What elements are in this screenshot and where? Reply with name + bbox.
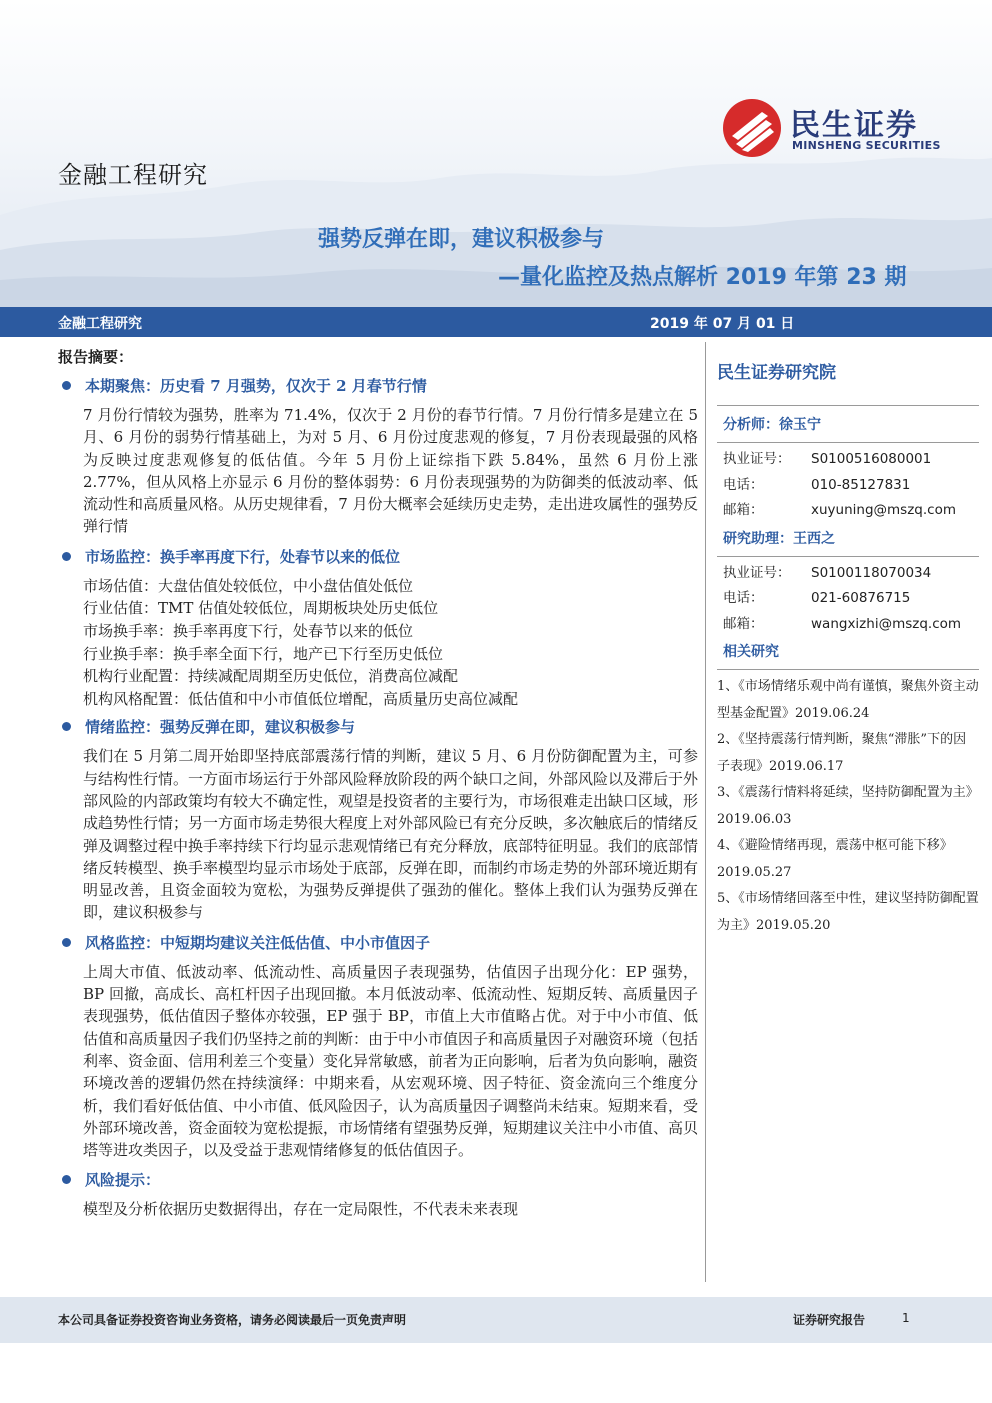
section-paragraph-style: 上周大市值、低波动率、低流动性、高质量因子表现强势，估值因子出现分化：EP 强势，BP 回撤，高成长、高杠杆因子出现回撤。本月低波动率、低流动性、短期反转、高质量因子表现强势，低估值因子整体亦较强，EP 强于 BP，市值上大市值略占优。对于中小市值、低估值和高质量因子我们仍坚持之前的判断：由于中小市值因子和高质量因子对融资环境（包括利率、资金面、信用利差三个变量）变化异常敏感，前者为正向影响，后者为负向影响，融资环境改善的逻辑仍然在持续演绎：中期来看，从宏观环境、因子特征、资金流向三个维度分析，我们看好低估值、中小市值、低风险因子，认为高质量因子调整尚未结束。短期来看，受外部环境改善，资金面较为宽松提振，市场情绪有望强势反弹，短期建议关注中小市值、高贝塔等进攻类因子，以及受益于悲观情绪修复的低估值因子。	[83, 962, 699, 1160]
section-heading-style	[58, 932, 698, 953]
section-heading-market	[58, 546, 698, 567]
section-paragraph-focus: 7 月份行情较为强势，胜率为 71.4%，仅次于 2 月份的春节行情。7 月份行情多是建立在 5 月、6 月份的弱势行情基础上，为对 5 月、6 月份过度悲观的修复，7 月份表现最强的风格为反映过度悲观修复的低估值。今年 5 月份上证综指下跌 5.84%，虽然 6 月份上涨 2.77%，但从风格上亦显示 6 月份的整体弱势：6 月份表现强势的为防御类的低波动率、低流动性和高质量风格。从历史规律看，7 月份大概率会延续历史走势，走出进攻属性的强势反弹行情	[83, 406, 698, 536]
analyst-phone	[717, 473, 979, 499]
list-item: 机构风格配置：低估值和中小市值低位增配，高质量历史高位减配	[83, 689, 519, 708]
field-label: 执业证号：	[723, 564, 791, 581]
list-item: 行业估值：TMT 估值处较低位，周期板块处历史低位	[83, 599, 439, 618]
header-band	[0, 307, 992, 337]
divider	[717, 669, 979, 670]
related-research-item[interactable]: 1、《市场情绪乐观中尚有谨慎，聚焦外资主动型基金配置》2019.06.24	[717, 679, 979, 721]
report-summary	[58, 346, 698, 1229]
field-label: 电话：	[723, 590, 764, 606]
research-institute: 民生证券研究院	[717, 363, 836, 383]
footer-report-type: 证券研究报告	[793, 1313, 866, 1327]
footer-disclaimer: 本公司具备证券投资咨询业务资格，请务必阅读最后一页免责声明	[58, 1313, 407, 1327]
list-item: 市场换手率：换手率再度下行，处春节以来的低位	[83, 621, 414, 640]
page-footer	[0, 1297, 992, 1343]
summary-label: 报告摘要：	[58, 348, 134, 366]
band-department: 金融工程研究	[58, 316, 142, 332]
divider	[717, 405, 979, 406]
field-label: 邮箱：	[723, 615, 764, 632]
column-divider	[705, 342, 706, 1282]
section-paragraph-sentiment: 我们在 5 月第二周开始即坚持底部震荡行情的判断，建议 5 月、6 月份防御配置为主，可参与结构性行情。一方面市场运行于外部风险释放阶段的两个缺口之间，外部风险以及滞后于外部风险的内部政策均有较大不确定性，观望是投资者的主要行为，市场很难走出缺口区域，形成趋势性行情；另一方面市场走势很大程度上对外部风险已有充分反映，多次触底后的情绪反弹及调整过程中换手率持续下行均显示悲观情绪已有充分释放，底部特征明显。我们的底部情绪反转模型、换手率模型均显示市场处于底部，反弹在即，而制约市场走势的外部环境近期有明显改善，且资金面较为宽松，为强势反弹提供了强劲的催化。整体上我们认为强势反弹在即，建议积极参与	[83, 747, 699, 922]
brand-name-cn: 民生证券	[790, 108, 918, 143]
section-paragraph-risk: 模型及分析依据历史数据得出，存在一定局限性，不代表未来表现	[83, 1200, 519, 1219]
assistant-email	[717, 612, 979, 638]
related-research-item[interactable]: 3、《震荡行情料将延续，坚持防御配置为主》2019.06.03	[717, 785, 979, 827]
related-research-item[interactable]: 5、《市场情绪回落至中性，建议坚持防御配置为主》2019.05.20	[717, 891, 979, 933]
section-heading-text: 风险提示：	[85, 1171, 161, 1190]
bullet-icon	[62, 722, 71, 731]
report-title: 强势反弹在即，建议积极参与	[318, 227, 605, 252]
field-value: S0100516080001	[811, 451, 932, 467]
section-heading-text: 情绪监控：强势反弹在即，建议积极参与	[85, 718, 356, 737]
bullet-icon	[62, 938, 71, 947]
field-value: 021-60876715	[811, 590, 911, 606]
section-heading-text: 风格监控：中短期均建议关注低估值、中小市值因子	[85, 933, 431, 952]
divider	[717, 442, 979, 443]
field-value: 010-85127831	[811, 476, 911, 493]
bullet-icon	[62, 1175, 71, 1184]
field-label: 邮箱：	[723, 502, 764, 518]
section-heading-risk	[58, 1169, 698, 1190]
list-item: 行业换手率：换手率全面下行，地产已下行至历史低位	[83, 644, 444, 663]
bullet-icon	[62, 552, 71, 561]
related-research-heading: 相关研究	[723, 644, 779, 660]
field-value[interactable]: wangxizhi@mszq.com	[811, 615, 962, 632]
bullet-icon	[62, 381, 71, 390]
list-item: 机构行业配置：持续减配周期至历史低位，消费高位减配	[83, 667, 459, 686]
section-heading-sentiment	[58, 716, 698, 737]
section-heading-focus	[58, 375, 698, 396]
report-subtitle: —量化监控及热点解析 2019 年第 23 期	[498, 265, 907, 290]
minsheng-logo-icon	[722, 98, 782, 158]
analyst-heading: 分析师：徐玉宁	[723, 417, 821, 433]
brand-name-en: MINSHENG SECURITIES	[792, 139, 941, 152]
assistant-heading: 研究助理：王西之	[723, 530, 835, 547]
department-title: 金融工程研究	[58, 161, 208, 189]
section-heading-text: 市场监控：换手率再度下行，处春节以来的低位	[85, 547, 401, 566]
market-monitor-list	[58, 575, 698, 711]
field-value: S0100118070034	[811, 564, 932, 581]
field-value[interactable]: xuyuning@mszq.com	[811, 502, 956, 518]
divider	[717, 556, 979, 557]
page-number: 1	[902, 1311, 910, 1325]
related-research-item[interactable]: 4、《避险情绪再现，震荡中枢可能下移》2019.05.27	[717, 838, 953, 880]
field-label: 执业证号：	[723, 451, 791, 467]
field-label: 电话：	[723, 476, 764, 493]
sidebar	[717, 358, 979, 939]
assistant-license	[717, 561, 979, 587]
analyst-license	[717, 447, 979, 473]
assistant-phone	[717, 586, 979, 612]
related-research-item[interactable]: 2、《坚持震荡行情判断，聚焦“滞胀”下的因子表现》2019.06.17	[717, 732, 967, 774]
report-date: 2019 年 07 月 01 日	[650, 316, 795, 332]
list-item: 市场估值：大盘估值处较低位，中小盘估值处低位	[83, 576, 414, 595]
analyst-email	[717, 498, 979, 524]
section-heading-text: 本期聚焦：历史看 7 月强势，仅次于 2 月春节行情	[85, 377, 427, 395]
